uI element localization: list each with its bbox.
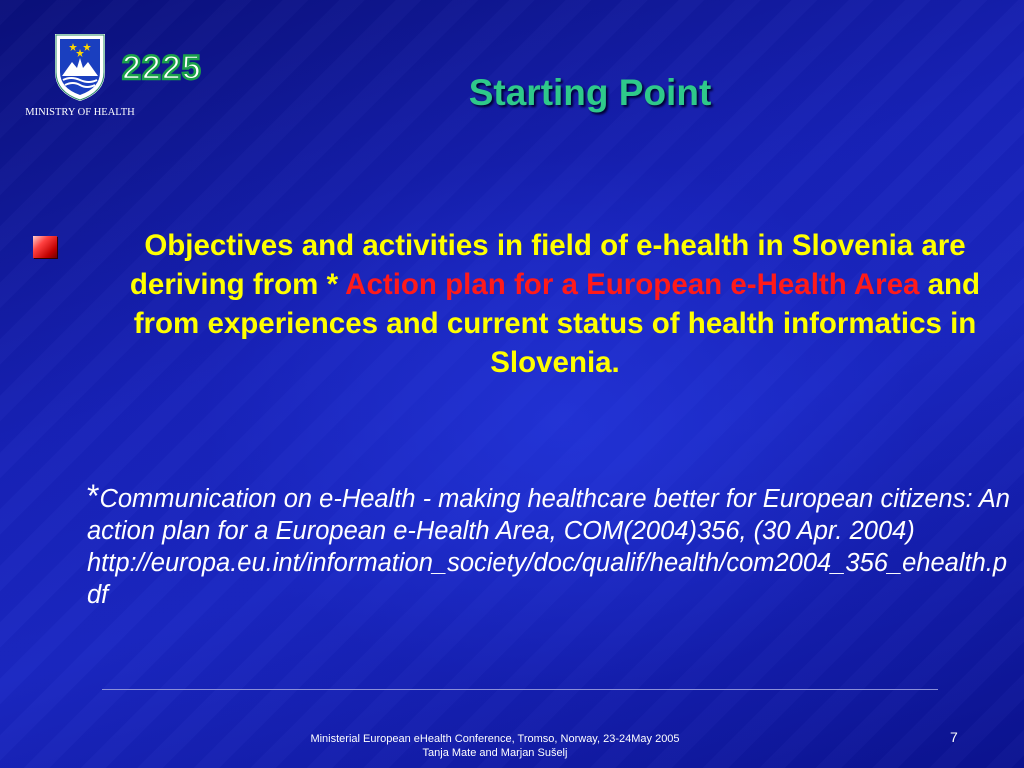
bullet-text-part2: and from experiences and current status of health informatics in Slovenia. [133,268,981,379]
brand-logo-text: 2225 [122,50,202,86]
footnote [87,480,1012,611]
slide-title: Starting Point [468,72,712,113]
footer-line1: Ministerial European eHealth Conference, Tromso, Norway, 23-24May 2005 [310,733,680,745]
footer-text [250,732,740,760]
bullet-text [110,226,1000,382]
footnote-star: * [87,478,100,514]
ministry-label: MINISTRY OF HEALTH [25,107,135,118]
slovenia-crest-icon [53,32,107,102]
bullet-square-icon [33,236,57,258]
page-number: 7 [950,729,958,745]
brand-logo-icon [120,50,250,86]
bullet-text-part1: Objectives and activities in field of e-health in Slovenia are deriving from [129,229,966,301]
footer-divider [102,689,938,690]
bullet-highlight: Action plan for a European e-Health Area [338,268,920,301]
bullet-asterisk: * [326,268,339,301]
footnote-url: http://europa.eu.int/information_society/doc/qualif/health/com2004_356_ehealth.pdf [87,549,1008,609]
footnote-citation: Communication on e-Health - making healthcare better for European citizens: An action plan for a European e-Health Area, COM(2004)356, (30 Apr. 2004) [87,485,1010,545]
footer-line2: Tanja Mate and Marjan Sušelj [422,747,568,759]
